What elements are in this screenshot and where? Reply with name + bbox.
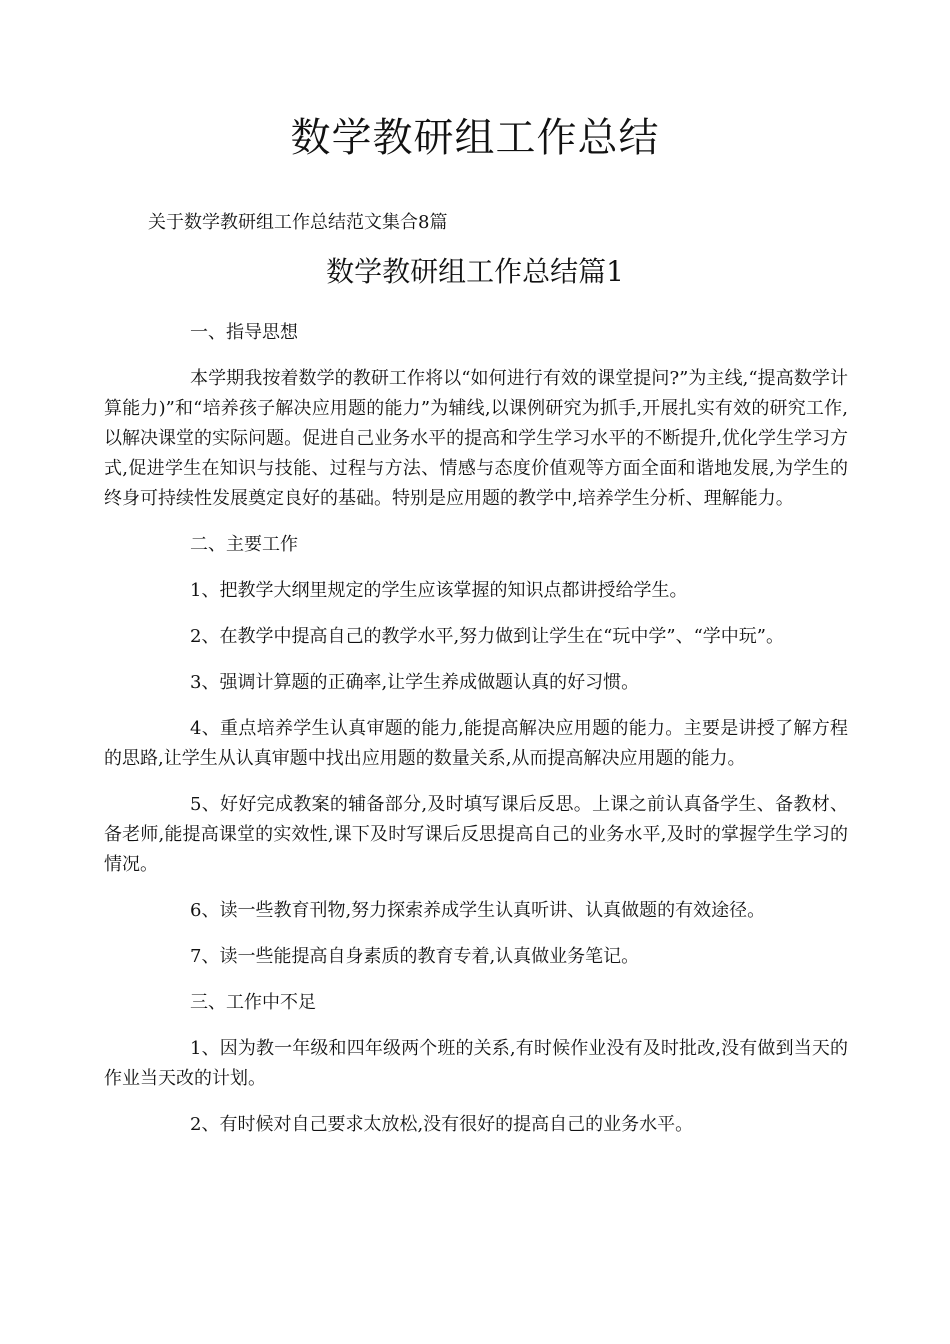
work-item-3: 3、强调计算题的正确率,让学生养成做题认真的好习惯。 [190, 672, 640, 693]
document-title: 数学教研组工作总结 [290, 115, 660, 161]
shortcoming-item-2: 2、有时候对自己要求太放松,没有很好的提高自己的业务水平。 [190, 1114, 694, 1135]
work-item-4: 4、重点培养学生认真审题的能力,能提高解决应用题的能力。主要是讲授了解方程的思路,让学生从认真审题中找出应用题的数量关系,从而提高解决应用题的能力。 [104, 718, 848, 769]
work-item-6: 6、读一些教育刊物,努力探索养成学生认真听讲、认真做题的有效途径。 [190, 900, 766, 921]
work-item-2: 2、在教学中提高自己的教学水平,努力做到让学生在“玩中学”、“学中玩”。 [190, 626, 784, 647]
work-item-5: 5、好好完成教案的辅备部分,及时填写课后反思。上课之前认真备学生、备教材、备老师,能提高课堂的实效性,课下及时写课后反思提高自己的业务水平,及时的掌握学生学习的情况。 [104, 794, 848, 875]
section-title: 数学教研组工作总结篇1 [326, 255, 624, 288]
work-item-1: 1、把教学大纲里规定的学生应该掌握的知识点都讲授给学生。 [190, 580, 688, 601]
shortcoming-item-1: 1、因为教一年级和四年级两个班的关系,有时候作业没有及时批改,没有做到当天的作业当天改的计划。 [104, 1038, 848, 1089]
work-item-7: 7、读一些能提高自身素质的教育专着,认真做业务笔记。 [190, 946, 640, 967]
document-body [104, 318, 848, 1156]
heading-main-work: 二、主要工作 [190, 534, 298, 555]
document-subtitle: 关于数学教研组工作总结范文集合8篇 [148, 212, 448, 233]
paragraph-guiding-ideology: 本学期我按着数学的教研工作将以“如何进行有效的课堂提问?”为主线,“提高数学计算能力)”和“培养孩子解决应用题的能力”为辅线,以课例研究为抓手,开展扎实有效的研究工作,以解决课堂的实际问题。促进自己业务水平的提高和学生学习水平的不断提升,优化学生学习方式,促进学生在知识与技能、过程与方法、情感与态度价值观等方面全面和谐地发展,为学生的终身可持续性发展奠定良好的基础。特别是应用题的教学中,培养学生分析、理解能力。 [104, 368, 848, 509]
heading-guiding-ideology: 一、指导思想 [190, 322, 298, 343]
heading-shortcomings: 三、工作中不足 [190, 992, 316, 1013]
